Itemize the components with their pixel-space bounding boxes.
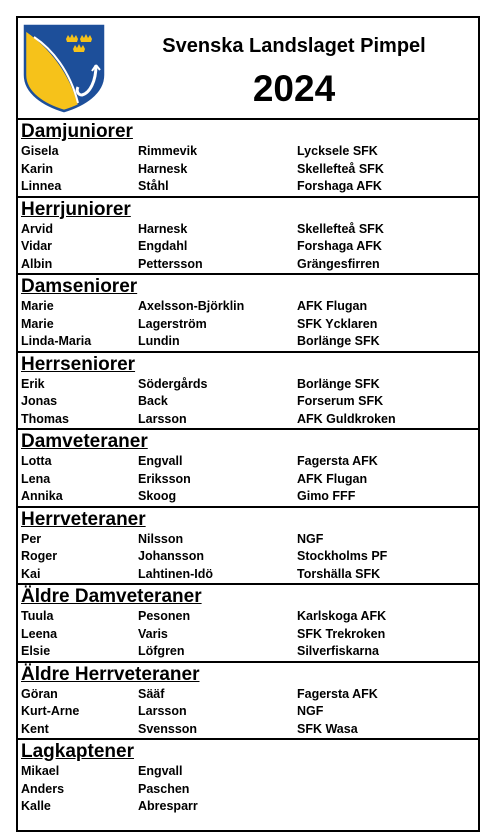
- club: Skellefteå SFK: [297, 221, 384, 236]
- section-title: Herrjuniorer: [21, 198, 131, 220]
- first-name: Anders: [21, 781, 65, 796]
- roster-row: [21, 548, 478, 566]
- roster-row: [21, 298, 478, 316]
- first-name: Lotta: [21, 454, 52, 468]
- club: AFK Flugan: [297, 299, 368, 313]
- club: Borlänge SFK: [297, 376, 380, 391]
- roster-row: [21, 643, 478, 661]
- last-name: Lahtinen-Idö: [138, 566, 213, 581]
- roster-section: [18, 120, 478, 198]
- roster-row: [21, 161, 478, 179]
- first-name: Göran: [21, 686, 58, 701]
- section-title: Damjuniorer: [21, 121, 133, 142]
- roster-row: [21, 608, 478, 626]
- first-name: Arvid: [21, 221, 53, 236]
- club: AFK Guldkroken: [297, 411, 396, 426]
- last-name: Varis: [138, 626, 168, 641]
- last-name: Pesonen: [138, 609, 191, 623]
- club: Fagersta AFK: [297, 686, 378, 701]
- club: Skellefteå SFK: [297, 161, 384, 176]
- roster-section: [18, 198, 478, 276]
- roster-row: [21, 178, 478, 196]
- last-name: Löfgren: [138, 644, 185, 658]
- last-name: Sääf: [138, 686, 165, 701]
- club: Gimo FFF: [297, 489, 356, 503]
- section-title: Äldre Damveteraner: [21, 586, 202, 607]
- first-name: Erik: [21, 376, 45, 391]
- first-name: Kalle: [21, 799, 51, 813]
- section-title: Herrseniorer: [21, 353, 136, 375]
- first-name: Elsie: [21, 644, 51, 658]
- first-name: Tuula: [21, 609, 54, 623]
- roster-row: [21, 531, 478, 549]
- last-name: Engvall: [138, 764, 183, 778]
- roster-row: [21, 376, 478, 394]
- first-name: Roger: [21, 549, 58, 563]
- first-name: Lena: [21, 471, 51, 486]
- roster-row: [21, 488, 478, 506]
- last-name: Lagerström: [138, 316, 207, 331]
- first-name: Vidar: [21, 239, 53, 253]
- first-name: Gisela: [21, 144, 59, 158]
- first-name: Kent: [21, 721, 49, 736]
- roster-row: [21, 626, 478, 644]
- roster-document: [16, 16, 480, 832]
- first-name: Linda-Maria: [21, 334, 92, 348]
- club: Torshälla SFK: [297, 566, 381, 581]
- first-name: Karin: [21, 161, 53, 176]
- club: Grängesfirren: [297, 256, 380, 271]
- club: Fagersta AFK: [297, 454, 378, 468]
- roster-row: [21, 333, 478, 351]
- roster-row: [21, 721, 478, 739]
- first-name: Marie: [21, 316, 54, 331]
- roster-row: [21, 143, 478, 161]
- last-name: Back: [138, 394, 168, 408]
- club: Silverfiskarna: [297, 644, 379, 658]
- first-name: Kurt-Arne: [21, 704, 80, 718]
- roster-row: [21, 471, 478, 489]
- roster-row: [21, 566, 478, 584]
- club: [297, 763, 478, 781]
- last-name: Harnesk: [138, 161, 188, 176]
- last-name: Engvall: [138, 454, 183, 468]
- section-title: Äldre Herrveteraner: [21, 663, 200, 685]
- first-name: Mikael: [21, 764, 60, 778]
- shield-logo-icon: [22, 23, 106, 113]
- roster-section: [18, 740, 478, 816]
- last-name: Harnesk: [138, 221, 188, 236]
- first-name: Jonas: [21, 394, 58, 408]
- roster-section: [18, 430, 478, 508]
- year-label: 2024: [252, 68, 336, 109]
- last-name: Ståhl: [138, 179, 169, 193]
- last-name: Axelsson-Björklin: [138, 299, 245, 313]
- section-title: Lagkaptener: [21, 741, 134, 762]
- last-name: Pettersson: [138, 256, 203, 271]
- roster-section: [18, 585, 478, 663]
- first-name: Kai: [21, 566, 41, 581]
- club: NGF: [297, 704, 324, 718]
- last-name: Lundin: [138, 334, 180, 348]
- section-title: Damveteraner: [21, 431, 148, 452]
- club: [297, 798, 478, 816]
- first-name: Linnea: [21, 179, 62, 193]
- page-title: Svenska Landslaget Pimpel: [162, 35, 426, 57]
- last-name: Eriksson: [138, 471, 191, 486]
- first-name: Albin: [21, 256, 53, 271]
- roster-section: [18, 275, 478, 353]
- roster-row: [21, 686, 478, 704]
- club: AFK Flugan: [297, 471, 368, 486]
- last-name: Abresparr: [138, 799, 198, 813]
- roster-row: [21, 763, 478, 781]
- club: Forshaga AFK: [297, 179, 382, 193]
- first-name: Leena: [21, 626, 58, 641]
- club: Stockholms PF: [297, 549, 388, 563]
- club: [297, 781, 478, 799]
- roster-section: [18, 353, 478, 431]
- first-name: Per: [21, 531, 42, 546]
- last-name: Nilsson: [138, 531, 184, 546]
- club: Forserum SFK: [297, 394, 384, 408]
- roster-row: [21, 703, 478, 721]
- roster-row: [21, 781, 478, 799]
- last-name: Skoog: [138, 489, 177, 503]
- roster-row: [21, 453, 478, 471]
- last-name: Rimmevik: [138, 144, 198, 158]
- club: Lycksele SFK: [297, 144, 378, 158]
- club: SFK Trekroken: [297, 626, 386, 641]
- first-name: Thomas: [21, 411, 69, 426]
- roster-section: [18, 663, 478, 741]
- sections-container: [18, 120, 478, 816]
- roster-row: [21, 411, 478, 429]
- last-name: Paschen: [138, 781, 190, 796]
- club: SFK Ycklaren: [297, 316, 378, 331]
- section-title: Herrveteraner: [21, 508, 146, 530]
- club: NGF: [297, 531, 324, 546]
- section-title: Damseniorer: [21, 276, 138, 297]
- roster-row: [21, 238, 478, 256]
- roster-row: [21, 316, 478, 334]
- last-name: Svensson: [138, 721, 198, 736]
- last-name: Södergårds: [138, 376, 208, 391]
- club: Borlänge SFK: [297, 334, 380, 348]
- last-name: Larsson: [138, 411, 187, 426]
- roster-row: [21, 221, 478, 239]
- roster-row: [21, 798, 478, 816]
- first-name: Annika: [21, 489, 63, 503]
- header: [18, 18, 478, 120]
- club: Forshaga AFK: [297, 239, 382, 253]
- club: Karlskoga AFK: [297, 609, 387, 623]
- roster-row: [21, 393, 478, 411]
- last-name: Engdahl: [138, 239, 188, 253]
- last-name: Johansson: [138, 549, 204, 563]
- last-name: Larsson: [138, 704, 187, 718]
- roster-section: [18, 508, 478, 586]
- first-name: Marie: [21, 299, 54, 313]
- club: SFK Wasa: [297, 721, 358, 736]
- roster-row: [21, 256, 478, 274]
